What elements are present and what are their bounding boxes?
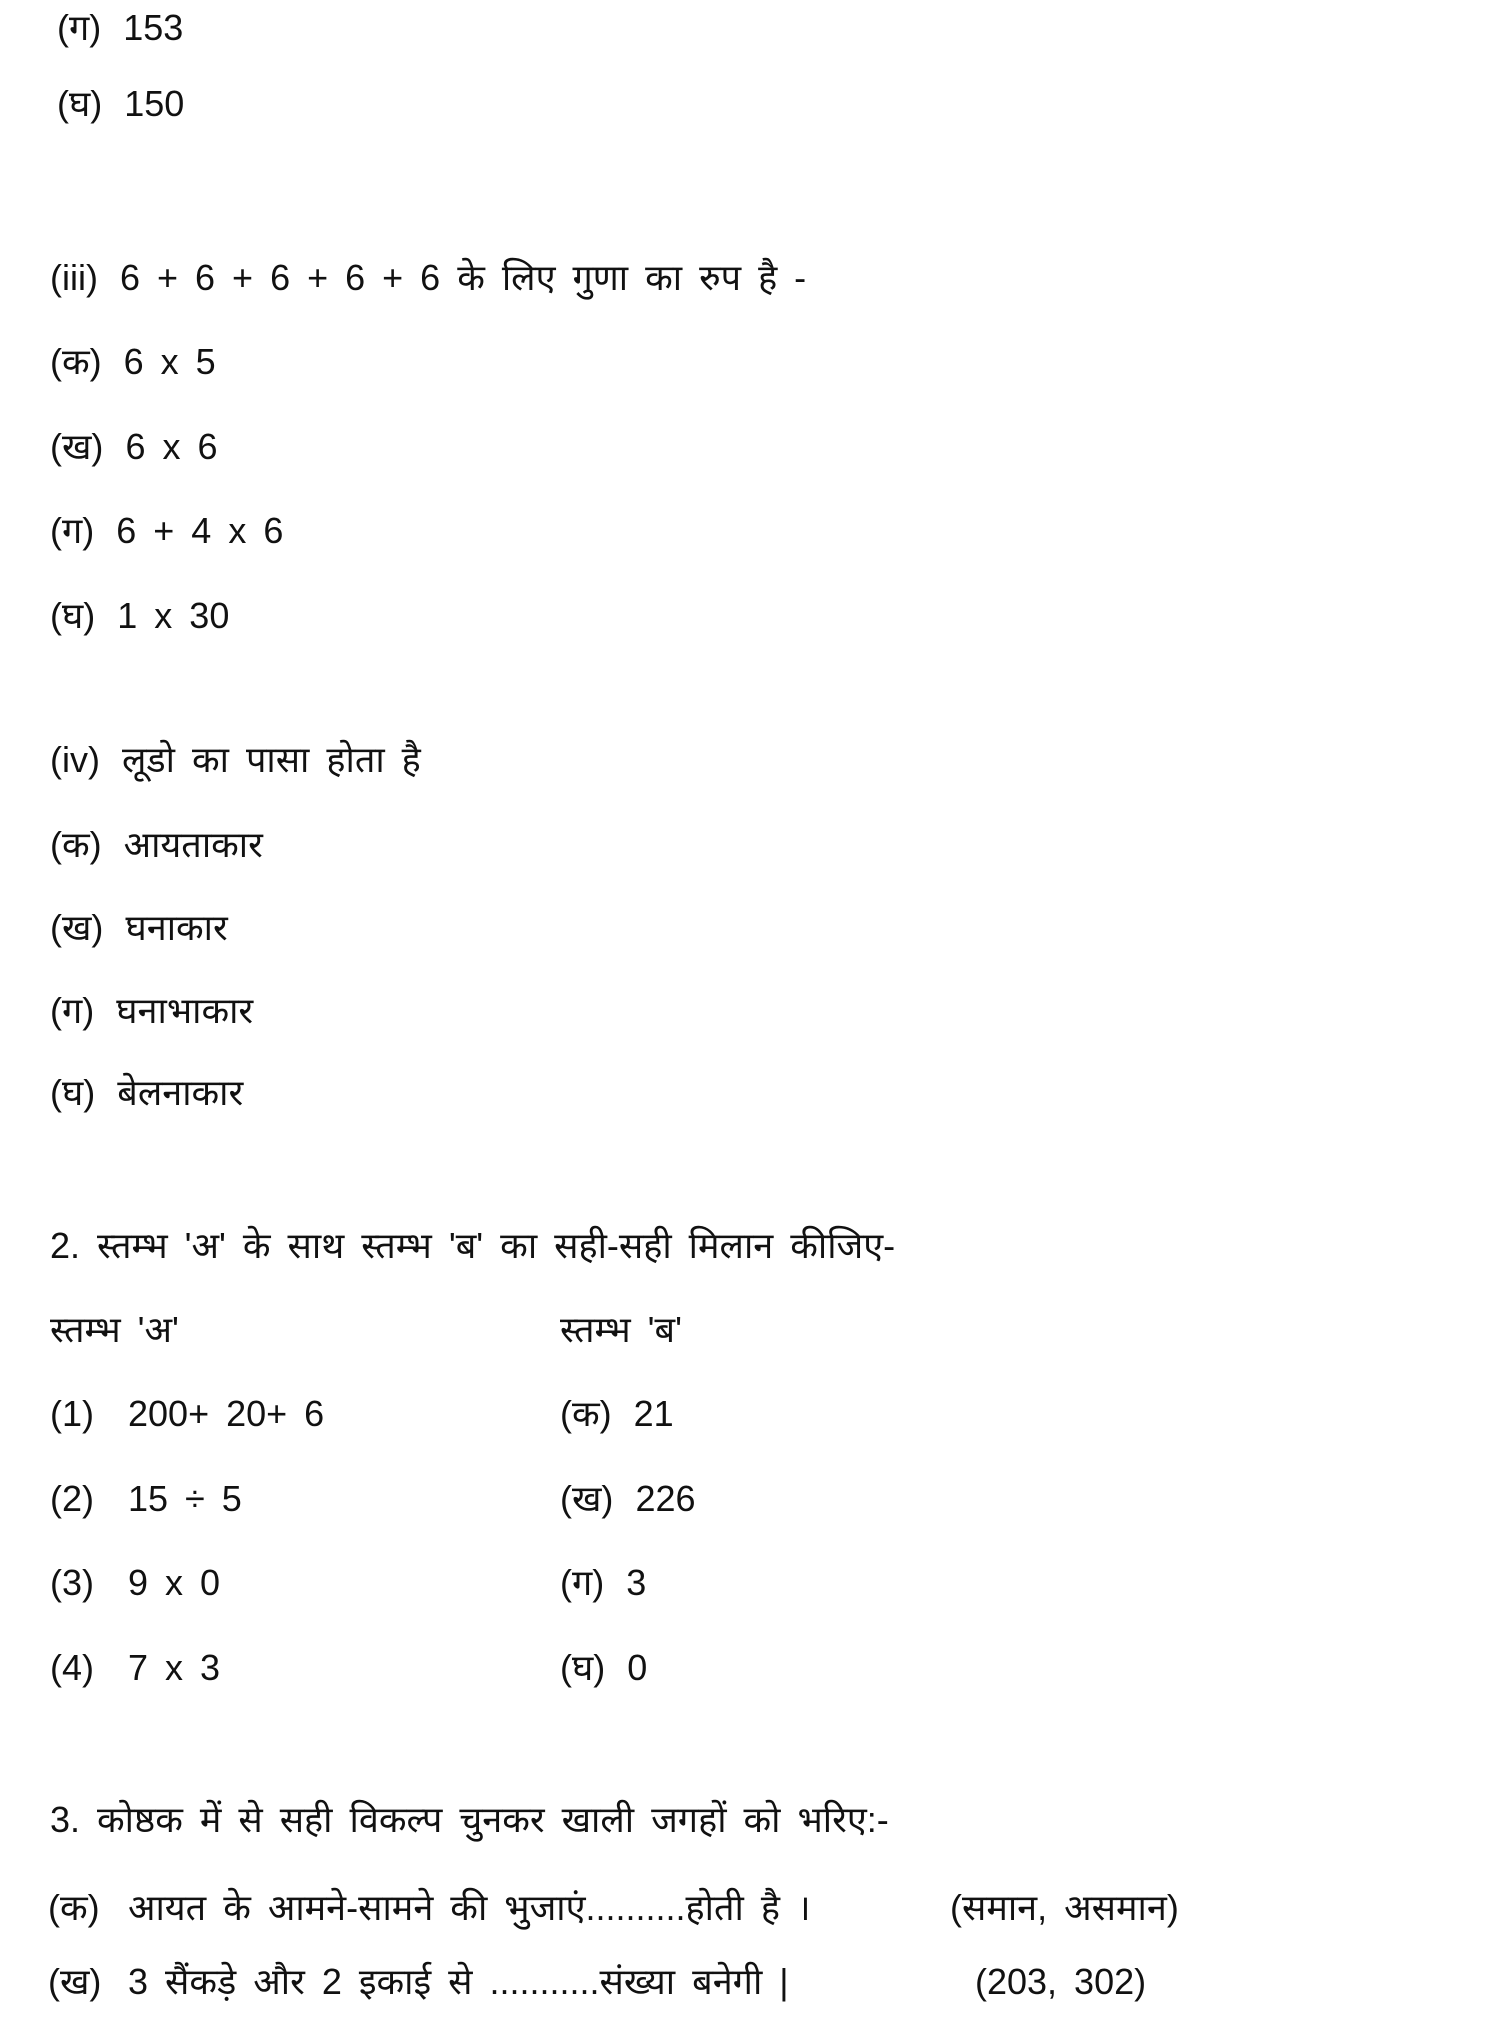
option-marker: (ग) [50,510,95,551]
option-row [50,989,253,1032]
col-a-text: 7 x 3 [128,1647,221,1688]
col-b-marker: (क) [560,1393,612,1434]
option-text: घनाकार [125,907,228,948]
col-a-marker: (4) [50,1647,94,1688]
option-text: 6 + 4 x 6 [116,510,284,551]
col-b-text: 0 [627,1647,648,1688]
question-text: 6 + 6 + 6 + 6 + 6 के लिए गुणा का रुप है - [119,257,807,298]
question-iv-heading [50,738,421,781]
option-marker: (घ) [57,83,103,124]
option-row [50,425,217,468]
question-label: (iv) [50,739,100,780]
question-iii-heading [50,256,806,299]
question-text: लूडो का पासा होता है [121,739,421,780]
option-marker: (घ) [50,595,96,636]
column-a-header: स्तम्भ 'अ' [50,1309,179,1350]
option-row [50,340,216,383]
col-b-cell [560,1477,696,1520]
option-row [50,509,283,552]
option-marker: (क) [50,824,102,865]
option-row [50,906,228,949]
col-b-text: 226 [635,1478,696,1519]
col-b-cell [560,1392,674,1435]
option-text: बेलनाकार [117,1072,244,1113]
option-row [50,1071,243,1114]
question-text: 2. स्तम्भ 'अ' के साथ स्तम्भ 'ब' का सही-सही मिलान कीजिए- [50,1225,896,1266]
option-text: आयताकार [123,824,263,865]
item-choices: (समान, असमान) [950,1887,1179,1928]
option-text: 1 x 30 [117,595,230,636]
option-marker: (क) [50,341,102,382]
column-b-header: स्तम्भ 'ब' [560,1309,682,1350]
option-text: 153 [123,7,184,48]
question-2-heading [50,1224,895,1267]
col-a-text: 200+ 20+ 6 [128,1393,325,1434]
col-b-cell [560,1646,647,1689]
option-marker: (ख) [50,426,104,467]
col-b-marker: (ग) [560,1562,605,1603]
option-marker: (ग) [57,7,102,48]
option-text: 6 x 6 [125,426,218,467]
question-text: 3. कोष्ठक में से सही विकल्प चुनकर खाली जगहों को भरिए:- [50,1799,889,1840]
col-a-text: 9 x 0 [128,1562,221,1603]
option-marker: (ख) [50,907,104,948]
option-marker: (ग) [50,990,95,1031]
option-row [57,6,183,49]
item-marker: (ख) [48,1961,102,2002]
option-row [57,82,184,125]
option-text: घनाभाकार [116,990,254,1031]
col-a-marker: (1) [50,1393,94,1434]
col-b-text: 3 [626,1562,647,1603]
match-columns-header-row [50,1308,682,1351]
col-a-marker: (3) [50,1562,94,1603]
option-text: 150 [124,83,185,124]
option-text: 6 x 5 [123,341,216,382]
question-label: (iii) [50,257,98,298]
item-marker: (क) [48,1887,100,1928]
col-b-marker: (ख) [560,1478,614,1519]
col-a-marker: (2) [50,1478,94,1519]
option-row [50,823,263,866]
col-b-cell [560,1561,646,1604]
item-text: आयत के आमने-सामने की भुजाएं..........होती है । [128,1887,811,1928]
col-b-marker: (घ) [560,1647,606,1688]
item-choices: (203, 302) [975,1961,1147,2002]
option-marker: (घ) [50,1072,96,1113]
item-text: 3 सैंकड़े और 2 इकाई से ...........संख्या बनेगी | [128,1961,789,2002]
col-b-text: 21 [633,1393,674,1434]
col-a-text: 15 ÷ 5 [128,1478,242,1519]
option-row [50,594,229,637]
question-3-heading [50,1798,889,1841]
